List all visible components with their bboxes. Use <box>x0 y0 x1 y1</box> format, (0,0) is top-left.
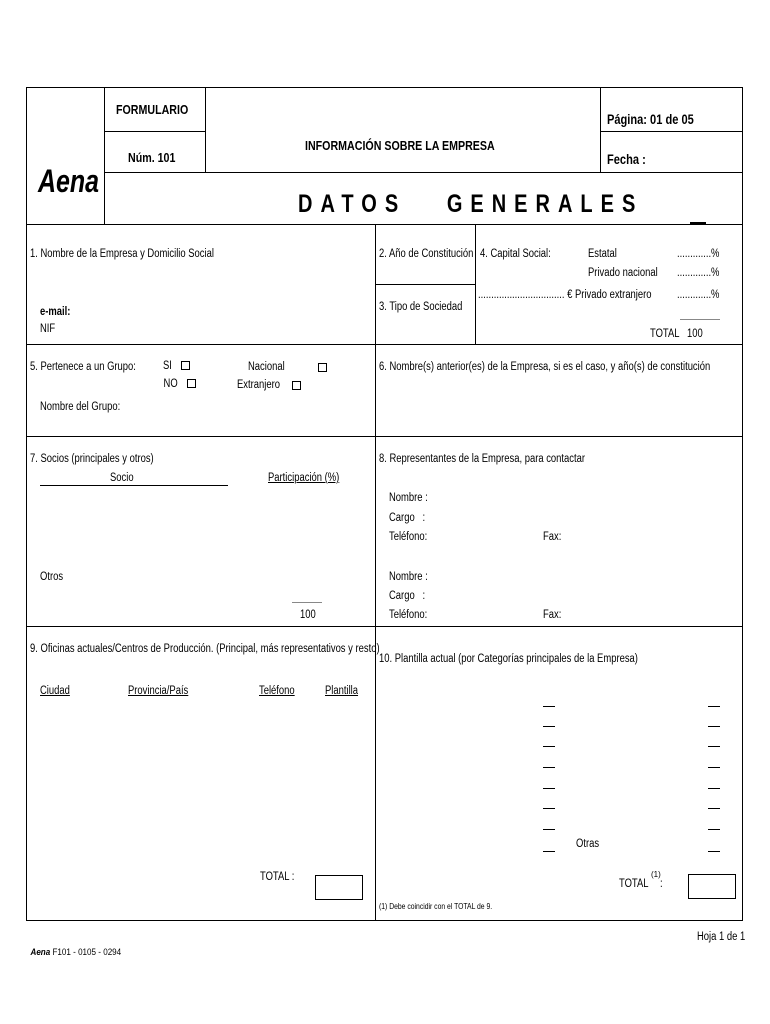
workforce-label: 10. Plantilla actual (por Categorías principales de la Empresa) <box>379 653 638 665</box>
blank-line <box>543 829 555 830</box>
footer-brand: Aena <box>30 947 51 958</box>
blank-line <box>708 746 720 747</box>
blank-line <box>708 767 720 768</box>
group-no-label: NO <box>163 378 178 390</box>
offices-total-field[interactable] <box>315 875 363 900</box>
offices-label: 9. Oficinas actuales/Centros de Producción. (Principal, más representativos y resto) <box>30 643 380 655</box>
divider <box>680 319 720 320</box>
divider <box>292 602 322 603</box>
divider <box>375 344 376 436</box>
company-name-label: 1. Nombre de la Empresa y Domicilio Social <box>30 248 214 260</box>
rep-name-label: Nombre : <box>389 492 428 504</box>
partners-label: 7. Socios (principales y otros) <box>30 453 154 465</box>
blank-line <box>543 746 555 747</box>
sheet-number: Hoja 1 de 1 <box>697 931 746 943</box>
divider <box>690 222 706 224</box>
rep-fax-label: Fax: <box>543 531 562 543</box>
blank-line <box>543 706 555 707</box>
checkbox[interactable] <box>187 379 196 388</box>
capital-row-name: Privado extranjero <box>575 289 652 301</box>
email-label: e-mail: <box>40 306 71 318</box>
blank-line <box>543 767 555 768</box>
capital-row-value: .............% <box>677 248 720 260</box>
divider <box>375 436 376 626</box>
page-indicator: Página: 01 de 05 <box>607 112 694 127</box>
divider <box>26 224 743 225</box>
city-column-header: Ciudad <box>40 685 70 697</box>
divider <box>104 172 743 173</box>
divider <box>375 626 376 921</box>
founding-year-label: 2. Año de Constitución <box>379 248 474 260</box>
divider <box>26 436 743 437</box>
divider <box>40 485 228 486</box>
representatives-label: 8. Representantes de la Empresa, para contactar <box>379 453 586 465</box>
date-label: Fecha : <box>607 152 646 167</box>
divider <box>26 344 743 345</box>
divider <box>375 284 475 285</box>
divider <box>205 87 206 172</box>
company-type-label: 3. Tipo de Sociedad <box>379 301 463 313</box>
staff-column-header: Plantilla <box>325 685 359 697</box>
rep-role-label: Cargo : <box>389 590 426 602</box>
rep-role-label: Cargo : <box>389 512 426 524</box>
form-label: FORMULARIO <box>116 102 189 117</box>
group-label: 5. Pertenece a un Grupo: <box>30 361 136 373</box>
blank-line <box>543 788 555 789</box>
share-column-header: Participación (%) <box>268 472 340 484</box>
divider <box>600 87 601 172</box>
divider <box>475 224 476 344</box>
phone-column-header: Teléfono <box>259 685 295 697</box>
capital-label: 4. Capital Social: <box>480 248 551 260</box>
workforce-total-field[interactable] <box>688 874 736 899</box>
footer-form-code: F101 - 0105 - 0294 <box>50 947 122 958</box>
blank-line <box>708 829 720 830</box>
partners-total: 100 <box>300 609 316 621</box>
divider <box>600 131 743 132</box>
offices-total-label: TOTAL : <box>260 871 295 883</box>
group-name-label: Nombre del Grupo: <box>40 401 121 413</box>
checkbox[interactable] <box>181 361 190 370</box>
blank-line <box>708 851 720 852</box>
rep-fax-label: Fax: <box>543 609 562 621</box>
footer-code <box>26 936 121 958</box>
group-no-option[interactable] <box>162 378 196 390</box>
nif-label: NIF <box>40 323 56 335</box>
group-foreign-label: Extranjero <box>237 379 280 391</box>
rep-phone-label: Teléfono: <box>389 609 428 621</box>
capital-row-value: .............% <box>677 289 720 301</box>
other-partners-label: Otros <box>40 571 64 583</box>
partner-column-header: Socio <box>110 472 134 484</box>
blank-line <box>708 788 720 789</box>
capital-currency-field: ................................. € <box>478 289 573 301</box>
form-number: Núm. 101 <box>128 150 176 165</box>
blank-line <box>543 808 555 809</box>
footnote: (1) Debe coincidir con el TOTAL de 9. <box>379 902 493 911</box>
previous-names-label: 6. Nombre(s) anterior(es) de la Empresa, si es el caso, y año(s) de constitución <box>379 361 711 373</box>
blank-line <box>543 851 555 852</box>
group-national-checkbox[interactable] <box>318 363 327 372</box>
divider <box>26 626 743 627</box>
province-column-header: Provincia/País <box>128 685 189 697</box>
blank-line <box>708 808 720 809</box>
blank-line <box>543 726 555 727</box>
blank-line <box>708 706 720 707</box>
divider <box>104 87 105 224</box>
group-yes-label: SI <box>162 360 172 372</box>
rep-name-label: Nombre : <box>389 571 428 583</box>
blank-line <box>708 726 720 727</box>
capital-row-name: Privado nacional <box>588 267 658 279</box>
page-title: INFORMACIÓN SOBRE LA EMPRESA <box>305 138 495 153</box>
group-foreign-checkbox[interactable] <box>292 381 301 390</box>
capital-row-value: .............% <box>677 267 720 279</box>
workforce-total-colon: : <box>660 878 663 890</box>
company-logo: Aena <box>38 163 100 199</box>
capital-row-name: Estatal <box>588 248 617 260</box>
group-national-label: Nacional <box>248 361 285 373</box>
other-categories-label: Otras <box>576 838 600 850</box>
group-yes-option[interactable] <box>162 360 190 372</box>
section-title: DATOS GENERALES <box>298 190 644 218</box>
divider <box>104 131 205 132</box>
workforce-total-note: (1) <box>651 870 661 879</box>
rep-phone-label: Teléfono: <box>389 531 428 543</box>
workforce-total-label: TOTAL <box>619 878 649 890</box>
capital-total: TOTAL 100 <box>650 328 703 340</box>
